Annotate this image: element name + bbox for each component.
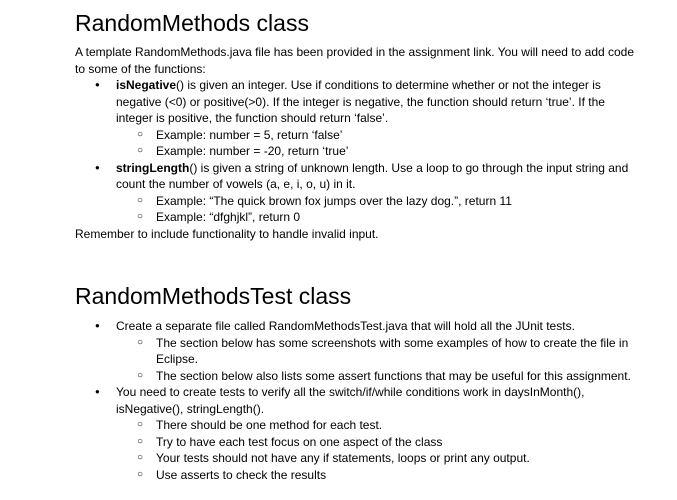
bullet-text: () is given an integer. Use if conditions to determine whether or not the integer is negative (<0) or positive(>0). If the integer is negative, the function should return ‘true’. If the integer is positive, the function should return ‘false’.: [116, 78, 605, 125]
section-heading-randommethods: RandomMethods class: [75, 10, 309, 36]
section-heading-randommethodstest: RandomMethodsTest class: [75, 283, 352, 309]
sub-item: ○ Try to have each test focus on one aspect of the class: [75, 434, 635, 451]
intro-paragraph: A template RandomMethods.java file has been provided in the assignment link. You will need to add code to some of the functions:: [75, 45, 635, 76]
closing-paragraph: Remember to include functionality to handle invalid input.: [75, 226, 379, 241]
function-name-isnegative: isNegative: [116, 78, 177, 92]
example-item: ○ Example: “dfghjkl”, return 0: [75, 209, 635, 226]
bullet-text: You need to create tests to verify all the switch/if/while conditions work in daysInMonth(), isNegative(), stringLength().: [116, 385, 585, 416]
bullet-stringlength: [75, 160, 635, 226]
randommethodstest-bullet-list: [75, 318, 635, 483]
example-item: ○ Example: “The quick brown fox jumps over the lazy dog.”, return 11: [75, 193, 635, 210]
bullet-text: () is given a string of unknown length. Use a loop to go through the input string and count the number of vowels (a, e, i, o, u) in it.: [116, 160, 629, 191]
sub-item: ○ There should be one method for each test.: [75, 417, 635, 434]
bullet-create-tests: [75, 384, 635, 483]
randommethods-bullet-list: [75, 77, 635, 226]
example-item: ○ Example: number = 5, return ‘false’: [75, 127, 635, 144]
function-name-stringlength: stringLength: [116, 160, 190, 175]
bullet-isnegative: [75, 77, 635, 160]
sub-item: ○ The section below has some screenshots with some examples of how to create the file in Eclipse.: [75, 335, 635, 368]
sub-item: ○ Use asserts to check the results: [75, 467, 635, 484]
example-list: [116, 127, 635, 160]
example-item: ○ Example: number = -20, return ‘true’: [75, 143, 635, 160]
sub-list: [116, 417, 635, 483]
document-body: [75, 8, 635, 483]
sub-item: ○ Your tests should not have any if statements, loops or print any output.: [75, 450, 635, 467]
bullet-text: Create a separate file called RandomMethodsTest.java that will hold all the JUnit tests.: [116, 319, 575, 333]
example-list: [116, 193, 635, 226]
bullet-create-test-file: [75, 318, 635, 384]
sub-item: ○ The section below also lists some assert functions that may be useful for this assignment.: [75, 368, 635, 385]
sub-list: [116, 335, 635, 385]
